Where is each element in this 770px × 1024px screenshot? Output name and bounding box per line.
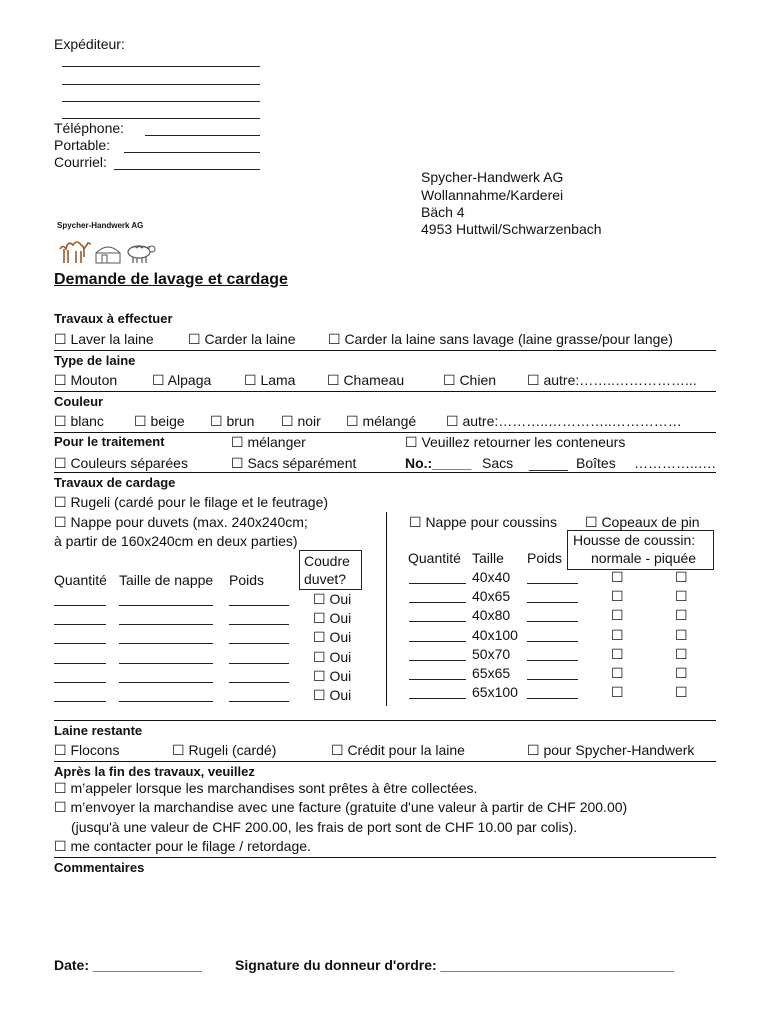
remaining-heading: Laine restante — [54, 723, 143, 738]
yurt-icon — [96, 247, 120, 263]
cover-quilted-checkbox[interactable]: ☐ — [675, 569, 688, 585]
cushion-col-size: Taille — [472, 550, 504, 566]
divider — [54, 761, 716, 762]
wool-chien-checkbox[interactable]: ☐ Chien — [443, 372, 497, 388]
treatment-sep-colors-checkbox[interactable]: ☐ Couleurs séparées — [54, 455, 188, 471]
pine-checkbox[interactable]: ☐ Copeaux de pin — [585, 514, 700, 530]
phone-label: Téléphone: — [54, 120, 125, 136]
coudre-label-2: duvet? — [304, 571, 347, 587]
duvet-weight-field[interactable] — [229, 605, 289, 606]
cover-quilted-checkbox[interactable]: ☐ — [675, 627, 688, 643]
treatment-bags-label: Sacs — [482, 455, 514, 471]
cushion-weight-field[interactable] — [527, 583, 578, 584]
duvet-weight-field[interactable] — [229, 624, 289, 625]
cover-label-2: normale - piquée — [591, 550, 697, 566]
cover-normal-checkbox[interactable]: ☐ — [611, 627, 624, 643]
cover-label-1: Housse de coussin: — [573, 532, 696, 548]
work-heading: Travaux à effectuer — [54, 311, 173, 326]
cushion-quantity-field[interactable] — [409, 583, 466, 584]
cushion-quantity-field[interactable] — [409, 621, 466, 622]
cover-quilted-checkbox[interactable]: ☐ — [675, 684, 688, 700]
cushion-checkbox[interactable]: ☐ Nappe pour coussins — [409, 514, 557, 530]
treatment-boxes-label: Boîtes — [576, 455, 616, 471]
logo — [56, 235, 168, 267]
carding-heading: Travaux de cardage — [54, 475, 176, 490]
cover-normal-checkbox[interactable]: ☐ — [611, 646, 624, 662]
phone-field[interactable] — [145, 135, 260, 136]
cushion-col-weight: Poids — [527, 550, 563, 566]
duvet-size-field[interactable] — [119, 643, 213, 644]
carding-duvet-checkbox[interactable]: ☐ Nappe pour duvets (max. 240x240cm; — [54, 514, 308, 530]
logo-text: Spycher-Handwerk AG — [57, 221, 144, 230]
divider — [54, 391, 716, 392]
duvet-quantity-field[interactable] — [54, 643, 106, 644]
email-field[interactable] — [114, 169, 260, 170]
coudre-label-1: Coudre — [304, 553, 350, 569]
recipient-line-4: 4953 Huttwil/Schwarzenbach — [421, 221, 602, 237]
recipient-line-3: Bäch 4 — [421, 204, 465, 220]
duvet-quantity-field[interactable] — [54, 624, 106, 625]
cushion-size-label: 40x80 — [472, 607, 511, 623]
after-call-checkbox[interactable]: ☐ m’appeler lorsque les marchandises sont prêtes à être collectées. — [54, 780, 478, 796]
treatment-sep-bags-checkbox[interactable]: ☐ Sacs séparément — [231, 455, 357, 471]
duvet-size-field[interactable] — [119, 701, 213, 702]
comments-heading: Commentaires — [54, 860, 145, 875]
divider — [54, 720, 716, 721]
wool-alpaga-checkbox[interactable]: ☐ Alpaga — [152, 372, 212, 388]
color-beige-checkbox[interactable]: ☐ beige — [134, 413, 185, 429]
work-card-nowash-checkbox[interactable]: ☐ Carder la laine sans lavage (laine grasse/pour lange) — [328, 331, 673, 347]
cushion-size-label: 65x100 — [472, 684, 518, 700]
cushion-quantity-field[interactable] — [409, 602, 466, 603]
col-quantity: Quantité — [54, 572, 107, 588]
coudre-oui-checkbox[interactable]: ☐ Oui — [313, 610, 352, 626]
col-weight: Poids — [229, 572, 265, 588]
after-ship-note: (jusqu'à une valeur de CHF 200.00, les frais de port sont de CHF 10.00 par colis). — [71, 819, 578, 835]
color-other-checkbox[interactable]: ☐ autre:………..…………..…………… — [446, 413, 682, 429]
comments-area[interactable] — [54, 880, 716, 950]
color-white-checkbox[interactable]: ☐ blanc — [54, 413, 104, 429]
coudre-oui-checkbox[interactable]: ☐ Oui — [313, 649, 352, 665]
recipient-line-2: Wollannahme/Karderei — [421, 187, 564, 203]
remaining-credit-checkbox[interactable]: ☐ Crédit pour la laine — [331, 742, 465, 758]
coudre-oui-checkbox[interactable]: ☐ Oui — [313, 591, 352, 607]
duvet-size-field[interactable] — [119, 605, 213, 606]
camel-icon — [60, 242, 91, 263]
cushion-quantity-field[interactable] — [409, 660, 466, 661]
treatment-no-field[interactable]: No.:_____ — [405, 455, 472, 471]
after-ship-checkbox[interactable]: ☐ m’envoyer la marchandise avec une facture (gratuite d'une valeur à partir de CHF 200.00) — [54, 799, 628, 815]
duvet-size-field[interactable] — [119, 624, 213, 625]
carding-rugeli-checkbox[interactable]: ☐ Rugeli (cardé pour le filage et le feutrage) — [54, 494, 329, 510]
signature-field[interactable]: Signature du donneur d'ordre: ______________________________ — [235, 957, 675, 973]
cushion-size-label: 40x100 — [472, 627, 518, 643]
coudre-oui-checkbox[interactable]: ☐ Oui — [313, 668, 352, 684]
cushion-weight-field[interactable] — [527, 602, 578, 603]
wool-lama-checkbox[interactable]: ☐ Lama — [244, 372, 296, 388]
remaining-rugeli-checkbox[interactable]: ☐ Rugeli (cardé) — [172, 742, 277, 758]
after-heading: Après la fin des travaux, veuillez — [54, 764, 255, 779]
cushion-weight-field[interactable] — [527, 679, 578, 680]
divider — [54, 472, 716, 473]
divider — [54, 432, 716, 433]
cover-quilted-checkbox[interactable]: ☐ — [675, 646, 688, 662]
sender-line-2[interactable] — [62, 84, 260, 85]
cushion-size-label: 65x65 — [472, 665, 511, 681]
email-label: Courriel: — [54, 154, 107, 170]
coudre-oui-checkbox[interactable]: ☐ Oui — [313, 687, 352, 703]
wool-other-checkbox[interactable]: ☐ autre:……..……………... — [527, 372, 697, 388]
remaining-spycher-checkbox[interactable]: ☐ pour Spycher-Handwerk — [527, 742, 695, 758]
cushion-weight-field[interactable] — [527, 660, 578, 661]
duvet-size-field[interactable] — [119, 682, 213, 683]
wool-type-heading: Type de laine — [54, 353, 136, 368]
color-black-checkbox[interactable]: ☐ noir — [281, 413, 321, 429]
cushion-weight-field[interactable] — [527, 641, 578, 642]
duvet-quantity-field[interactable] — [54, 701, 106, 702]
duvet-quantity-field[interactable] — [54, 605, 106, 606]
duvet-size-field[interactable] — [119, 663, 213, 664]
color-brown-checkbox[interactable]: ☐ brun — [210, 413, 255, 429]
duvet-weight-field[interactable] — [229, 701, 289, 702]
cushion-quantity-field[interactable] — [409, 698, 466, 699]
cushion-size-label: 40x65 — [472, 588, 511, 604]
recipient-line-1: Spycher-Handwerk AG — [421, 169, 564, 185]
treatment-return-checkbox[interactable]: ☐ Veuillez retourner les conteneurs — [405, 434, 626, 450]
treatment-boxes-field[interactable]: _____ — [529, 455, 568, 471]
work-wash-checkbox[interactable]: ☐ Laver la laine — [54, 331, 154, 347]
divider — [54, 350, 716, 351]
duvet-weight-field[interactable] — [229, 682, 289, 683]
cushion-quantity-field[interactable] — [409, 641, 466, 642]
cover-normal-checkbox[interactable]: ☐ — [611, 665, 624, 681]
duvet-quantity-field[interactable] — [54, 682, 106, 683]
carding-duvet-note: à partir de 160x240cm en deux parties) — [54, 533, 298, 549]
cover-quilted-checkbox[interactable]: ☐ — [675, 665, 688, 681]
column-divider — [386, 512, 387, 706]
cushion-quantity-field[interactable] — [409, 679, 466, 680]
sender-line-1[interactable] — [62, 66, 260, 67]
treatment-heading: Pour le traitement — [54, 434, 165, 449]
cushion-weight-field[interactable] — [527, 698, 578, 699]
cover-normal-checkbox[interactable]: ☐ — [611, 569, 624, 585]
work-card-checkbox[interactable]: ☐ Carder la laine — [188, 331, 296, 347]
cover-quilted-checkbox[interactable]: ☐ — [675, 607, 688, 623]
color-mixed-checkbox[interactable]: ☐ mélangé — [346, 413, 417, 429]
duvet-quantity-field[interactable] — [54, 663, 106, 664]
sheep-icon — [128, 246, 155, 263]
cushion-size-label: 40x40 — [472, 569, 511, 585]
mobile-label: Portable: — [54, 137, 111, 153]
duvet-weight-field[interactable] — [229, 643, 289, 644]
wool-mouton-checkbox[interactable]: ☐ Mouton — [54, 372, 118, 388]
coudre-oui-checkbox[interactable]: ☐ Oui — [313, 629, 352, 645]
cover-normal-checkbox[interactable]: ☐ — [611, 588, 624, 604]
col-size: Taille de nappe — [119, 572, 214, 588]
cover-normal-checkbox[interactable]: ☐ — [611, 607, 624, 623]
sender-label: Expéditeur: — [54, 36, 125, 52]
treatment-mix-checkbox[interactable]: ☐ mélanger — [231, 434, 306, 450]
remaining-flakes-checkbox[interactable]: ☐ Flocons — [54, 742, 120, 758]
cushion-col-quantity: Quantité — [408, 550, 461, 566]
cover-normal-checkbox[interactable]: ☐ — [611, 684, 624, 700]
cover-quilted-checkbox[interactable]: ☐ — [675, 588, 688, 604]
date-field[interactable]: Date: ______________ — [54, 957, 202, 973]
wool-chameau-checkbox[interactable]: ☐ Chameau — [327, 372, 405, 388]
color-heading: Couleur — [54, 394, 104, 409]
cushion-size-label: 50x70 — [472, 646, 511, 662]
cushion-weight-field[interactable] — [527, 621, 578, 622]
mobile-field[interactable] — [124, 152, 260, 153]
page-title: Demande de lavage et cardage — [54, 271, 288, 288]
divider — [54, 857, 716, 858]
treatment-dots-field[interactable]: …………..…. — [634, 455, 716, 471]
sender-line-4[interactable] — [62, 118, 260, 119]
after-contact-checkbox[interactable]: ☐ me contacter pour le filage / retordage. — [54, 838, 311, 854]
duvet-weight-field[interactable] — [229, 663, 289, 664]
sender-line-3[interactable] — [62, 101, 260, 102]
